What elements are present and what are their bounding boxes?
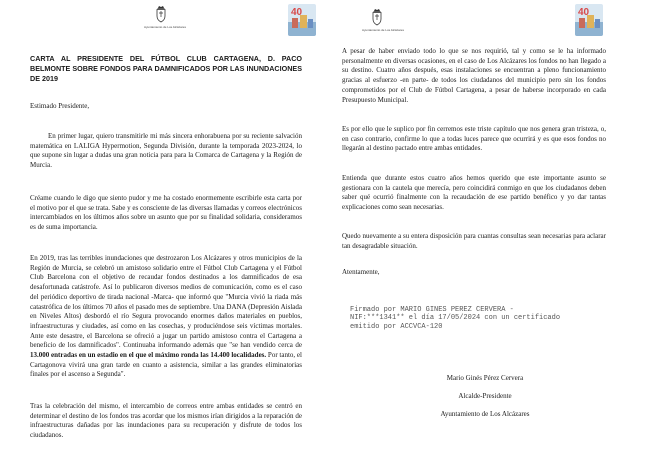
- anniversary-number: 40: [291, 7, 303, 18]
- greeting: Estimado Presidente,: [30, 102, 90, 110]
- letter-page-2: [325, 0, 650, 455]
- paragraph-congratulations: En primer lugar, quiero transmitirle mi más sincera enhorabuena por su reciente salvación matemática en LALIGA Hypermotion, Segunda División, durante la temporada 2023-2024, lo que supone sin lugar a dudas una gran noticia para para la Comarca de Cartagena y la Región de Murcia.: [30, 132, 302, 170]
- paragraph-request: Es por ello que le suplico por fin cerremos este triste capítulo que nos genera gran tristeza, o, en caso contrario, confirme lo que a todas luces parece que ocurrirá y es que esos fondos no llegarán al destino pactado entre ambas entidades.: [342, 125, 606, 153]
- paragraph-history: [30, 254, 302, 380]
- signer-name: Mario Ginés Pérez Cervera: [446, 374, 524, 382]
- paragraph-context: Créame cuando le digo que siento pudor y me ha costado enormemente escribirle esta carta por el motivo por el que se trata. Sabe y es consciente de las diversas llamadas y correos electrónicos intercambiados en los últimos años sobre un asunto que por su finalidad solidaria, consideramos es de suma importancia.: [30, 194, 302, 232]
- history-text-end: Por tanto, el Cartagonova vivirá una gran tarde en cuanto a asistencia, similar a las grandes eliminatorias finales por el ascenso a Segunda".: [30, 351, 302, 379]
- crest-caption: Ayuntamiento de Los Alcázares: [362, 28, 404, 32]
- crest-caption: Ayuntamiento de Los Alcázares: [144, 25, 186, 29]
- municipal-crest-icon: [371, 8, 383, 28]
- signer-organization: Ayuntamiento de Los Alcázares: [440, 410, 530, 418]
- signer-role: Alcalde-Presidente: [458, 392, 512, 400]
- paragraph-availability: Quedo nuevamente a su entera disposición para cuantas consultas sean necesarias para aclarar tan desagradable situación.: [342, 232, 606, 250]
- history-text-highlight: 13.000 entradas en un estadio en el que el máximo ronda las 14.400 localidades.: [30, 351, 267, 360]
- paragraph-funds-not-arrived: A pesar de haber enviado todo lo que se nos requirió, tal y como se le ha informado personalmente en diversas ocasiones, en el caso de Los Alcázares los fondos no han llegado a su destino. Cuatro años después, esas instalaciones se encuentran a pleno funcionamiento gracias al esfuerzo -en parte- de todos los ciudadanos del municipio pero sin los fondos comprometidos por el Club de Fútbol Cartagena, a pesar de haberse incorporado en cada Presupuesto Municipal.: [342, 47, 606, 104]
- paragraph-fund-destination: Tras la celebración del mismo, el intercambio de correos entre ambas entidades se centró en determinar el destino de los fondos tras acordar que los mismos irían dirigidos a la reparación de infraestructuras dañadas por las inundaciones para su recuperación y disfrute de todos los ciudadanos.: [30, 402, 302, 440]
- paragraph-explanation: Entienda que durante estos cuatro años hemos querido que este importante asunto se gestionara con la cautela que merecía, pero coincidirá conmigo en que los ciudadanos deben saber qué ocurrió finalmente con la recaudación de ese partido benéfico y yo dar tantas explicaciones como sean necesarias.: [342, 174, 606, 212]
- anniversary-logo: [288, 4, 316, 36]
- anniversary-logo: [575, 4, 603, 36]
- digital-signature-stamp: Firmado por MARIO GINES PEREZ CERVERA - NIF:***1341** el día 17/05/2024 con un certificado emitido por ACCVCA-120: [350, 306, 561, 331]
- municipal-crest-icon: [155, 5, 167, 25]
- history-text-start: En 2019, tras las terribles inundaciones que destrozaron Los Alcázares y otros municipios de la Región de Murcia, se celebró un amistoso solidario entre el Fútbol Club Cartagena y el Fútbol Club Barcelona con el objetivo de recaudar fondos destinados a los damnificados de esa desafortunada catástrofe. Así lo publicaron diversos medios de comunicación, como es el caso del periódico deportivo de tirada nacional -Marca- que informó que "Murcia vivió la riada más catastrófica de los últimos 70 años el pasado mes de septiembre. Una DANA (Depresión Aislada en Niveles Altos) desbordó el río Segura provocando enormes daños materiales en pueblos, infraestructuras y ciudades, así como en las cosechas, y produciéndose seis víctimas mortales. Ante este desastre, el Barcelona se ofreció a jugar un partido amistoso contra el Cartagena a beneficio de los damnificados". Continuaba informando además que "se han vendido cerca de: [30, 254, 302, 350]
- closing: Atentamente,: [342, 268, 380, 276]
- letter-title: CARTA AL PRESIDENTE DEL FÚTBOL CLUB CARTAGENA, D. PACO BELMONTE SOBRE FONDOS PARA DAMNIFICADOS POR LAS INUNDACIONES DE 2019: [30, 54, 302, 83]
- anniversary-number: 40: [578, 7, 590, 18]
